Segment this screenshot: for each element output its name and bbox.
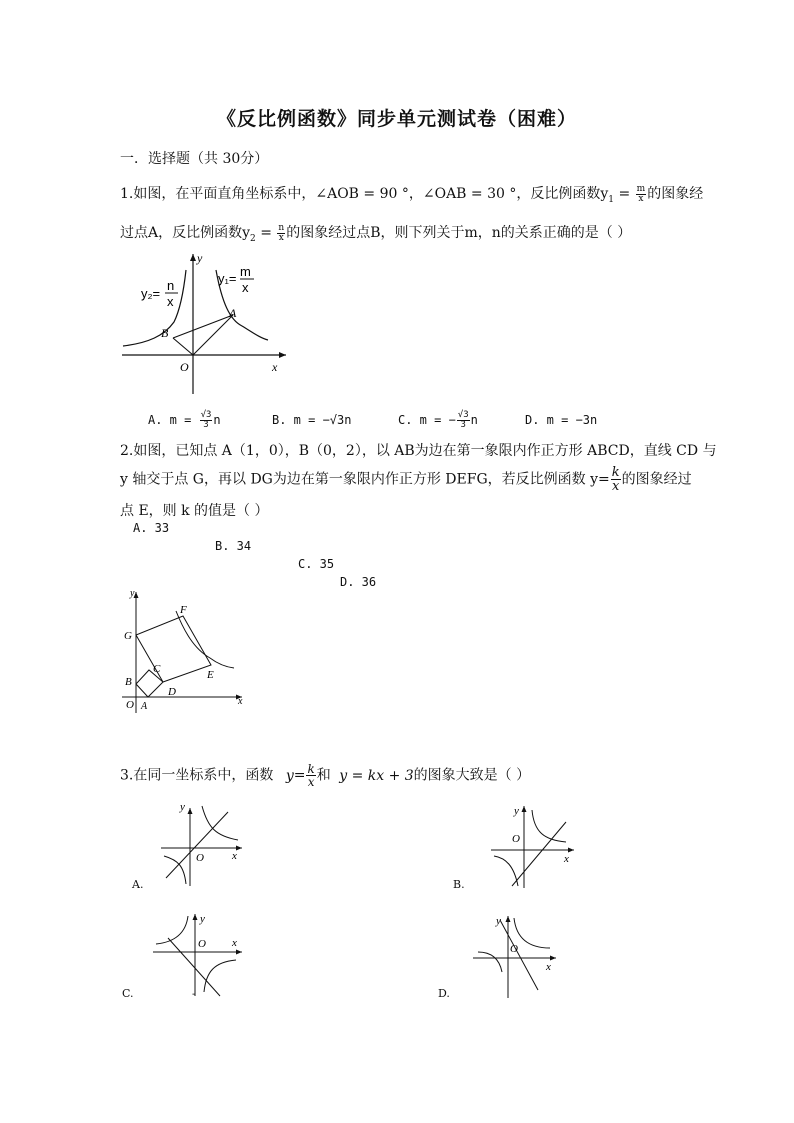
svg-text:y: y <box>496 915 501 927</box>
svg-text:x: x <box>232 850 237 862</box>
x-axis-label: x <box>272 360 278 374</box>
svg-text:x: x <box>238 696 243 707</box>
q2-line-1: 2.如图，已知点 A（1，0），B（0，2），以 AB为边在第一象限内作正方形 ABCD，直线 CD 与 <box>120 443 717 459</box>
q3-label-b: B. <box>453 878 465 891</box>
q1-option-d: D. m = −3n <box>525 413 598 427</box>
y2-den: x <box>167 294 174 309</box>
svg-text:O: O <box>196 852 204 864</box>
svg-text:y: y <box>514 805 519 817</box>
q3-label-c: C. <box>122 987 134 1000</box>
svg-text:x: x <box>546 961 551 973</box>
q2-option-a: A. 33 <box>133 521 170 535</box>
q3-graph-d <box>470 912 565 1002</box>
svg-text:G: G <box>124 630 132 642</box>
q3-label-a: A. <box>132 878 144 891</box>
y1-den: x <box>242 280 249 295</box>
q3-graph-b <box>488 800 583 890</box>
q2-line-2: y 轴交于点 G，再以 DG为边在第一象限内作正方形 DEFG，若反比例函数 y= $\frac{k}{x}$ 的图象经过 <box>120 465 692 494</box>
q2-option-c: C. 35 <box>298 557 335 571</box>
point-b-label: B <box>161 326 169 340</box>
svg-text:y: y <box>200 913 205 925</box>
y1-num: m <box>240 264 251 279</box>
stray-mark: - <box>192 989 196 1000</box>
svg-text:F: F <box>180 604 187 616</box>
q2-option-d: D. 36 <box>340 575 377 589</box>
svg-text:O: O <box>512 833 520 845</box>
y2-num: n <box>167 278 175 293</box>
point-a-label: A <box>229 306 237 320</box>
q2-line-3: 点 E，则 k 的值是（ ） <box>120 503 269 519</box>
svg-text:D: D <box>168 686 176 698</box>
q2-figure <box>118 586 248 716</box>
svg-text:O: O <box>198 938 206 950</box>
q1-line-1: 1.如图，在平面直角坐标系中，∠AOB = 90 °，∠OAB = 30 °，反比例函数$y_1$ = $\frac{m}{x}$ 的图象经 <box>120 183 704 205</box>
q1-line-2: 过点A，反比例函数$y_2$ = $\frac{n}{x}$ 的图象经过点B，则下列关于m，n的关系正确的是（ ） <box>120 222 632 244</box>
y2-label: y₂= <box>141 286 161 301</box>
q3-stem: 3.在同一坐标系中，函数 y= $\frac{k}{x}$ 和 y = kx + 3的图象大致是（ ） <box>120 762 531 789</box>
svg-text:C: C <box>153 663 161 675</box>
svg-text:O: O <box>126 699 134 711</box>
q1-option-c: C. m = − $\frac{√3}{3}$ n <box>398 410 478 430</box>
y-axis-label: y <box>197 251 203 265</box>
origin-label: O <box>180 360 189 374</box>
q1-figure <box>118 248 290 398</box>
q3-label-d: D. <box>438 987 450 1000</box>
svg-text:A: A <box>141 701 148 712</box>
section-heading: 一．选择题（共 30分） <box>120 151 269 167</box>
q3-graph-c <box>150 910 250 1000</box>
q2-option-b: B. 34 <box>215 539 252 553</box>
page-title: 《反比例函数》同步单元测试卷（困难） <box>216 108 577 130</box>
svg-text:x: x <box>564 853 569 865</box>
svg-text:O: O <box>510 943 518 955</box>
svg-text:y: y <box>180 801 185 813</box>
q3-graph-a <box>158 798 258 888</box>
svg-text:x: x <box>232 937 237 949</box>
svg-text:B: B <box>125 676 132 688</box>
svg-text:E: E <box>207 669 214 681</box>
svg-text:y: y <box>130 588 135 599</box>
q1-option-a: A. m = $\frac{√3}{3}$ n <box>148 410 221 430</box>
y1-label: y₁= <box>218 271 237 286</box>
q1-option-b: B. m = −√3n <box>272 413 352 427</box>
